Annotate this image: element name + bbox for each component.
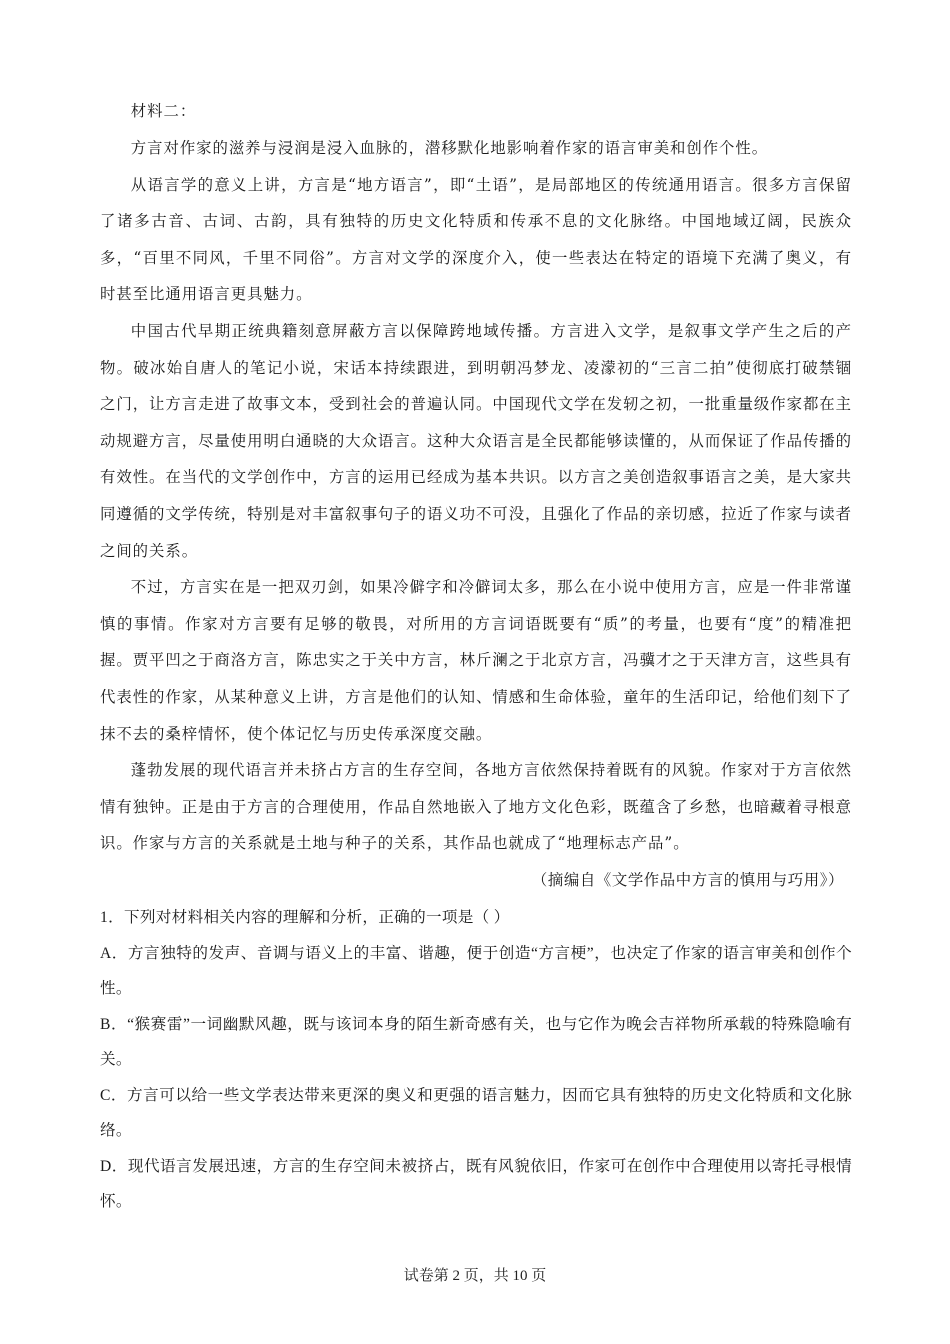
material-paragraph-3: 中国古代早期正统典籍刻意屏蔽方言以保障跨地域传播。方言进入文学，是叙事文学产生之后的产物。破冰始自唐人的笔记小说，宋话本持续跟进，到明朝冯梦龙、凌濛初的“三言二拍”使彻底打破禁锢之门，让方言走进了故事文本，受到社会的普遍认同。中国现代文学在发轫之初，一批重量级作家都在主动规避方言，尽量使用明白通晓的大众语言。这种大众语言是全民都能够读懂的，从而保证了作品传播的有效性。在当代的文学创作中，方言的运用已经成为基本共识。以方言之美创造叙事语言之美，是大家共同遵循的文学传统，特别是对丰富叙事句子的语义功不可没，且强化了作品的亲切感，拉近了作家与读者之间的关系。 — [100, 321, 852, 560]
material-source: （摘编自《文学作品中方言的慎用与巧用》） — [531, 870, 844, 889]
material-paragraph-5: 蓬勃发展的现代语言并未挤占方言的生存空间，各地方言依然保持着既有的风貌。作家对于方言依然情有独钟。正是由于方言的合理使用，作品自然地嵌入了地方文化色彩，既蕴含了乡愁，也暗藏着寻根意识。作家与方言的关系就是土地与种子的关系，其作品也就成了“地理标志产品”。 — [100, 761, 852, 853]
material-label-wrap — [100, 96, 852, 130]
option-a: A．方言独特的发声、音调与语义上的丰富、谐趣，便于创造“方言梗”，也决定了作家的语言审美和创作个性。 — [100, 944, 852, 997]
material-paragraph-2: 从语言学的意义上讲，方言是“地方语言”，即“土语”，是局部地区的传统通用语言。很多方言保留了诸多古音、古词、古韵，具有独特的历史文化特质和传承不息的文化脉络。中国地域辽阔，民族众多，“百里不同风，千里不同俗”。方言对文学的深度介入，使一些表达在特定的语境下充满了奥义，有时甚至比通用语言更具魅力。 — [100, 175, 852, 304]
page-footer: 试卷第 2 页，共 10 页 — [403, 1268, 547, 1284]
question-stem: 1．下列对材料相关内容的理解和分析，正确的一项是（ ） — [100, 908, 510, 926]
material-paragraph-1: 方言对作家的滋养与浸润是浸入血脉的，潜移默化地影响着作家的语言审美和创作个性。 — [130, 139, 769, 157]
exam-page — [100, 96, 852, 1219]
material-paragraph-4: 不过，方言实在是一把双刃剑，如果冷僻字和冷僻词太多，那么在小说中使用方言，应是一件非常谨慎的事情。作家对方言要有足够的敬畏，对所用的方言词语既要有“质”的考量，也要有“度”的精准把握。贾平凹之于商洛方言，陈忠实之于关中方言，林斤澜之于北京方言，冯骥才之于天津方言，这些具有代表性的作家，从某种意义上讲，方言是他们的认知、情感和生命体验，童年的生活印记，给他们刻下了抹不去的桑梓情怀，使个体记忆与历史传承深度交融。 — [100, 578, 852, 743]
option-b: B．“猴赛雷”一词幽默风趣，既与该词本身的陌生新奇感有关，也与它作为晚会吉祥物所承载的特殊隐喻有关。 — [100, 1015, 852, 1068]
material-label: 材料二： — [130, 102, 197, 120]
option-d: D．现代语言发展迅速，方言的生存空间未被挤占，既有风貌依旧，作家可在创作中合理使用以寄托寻根情怀。 — [100, 1157, 852, 1210]
option-c: C．方言可以给一些文学表达带来更深的奥义和更强的语言魅力，因而它具有独特的历史文化特质和文化脉络。 — [100, 1086, 852, 1139]
